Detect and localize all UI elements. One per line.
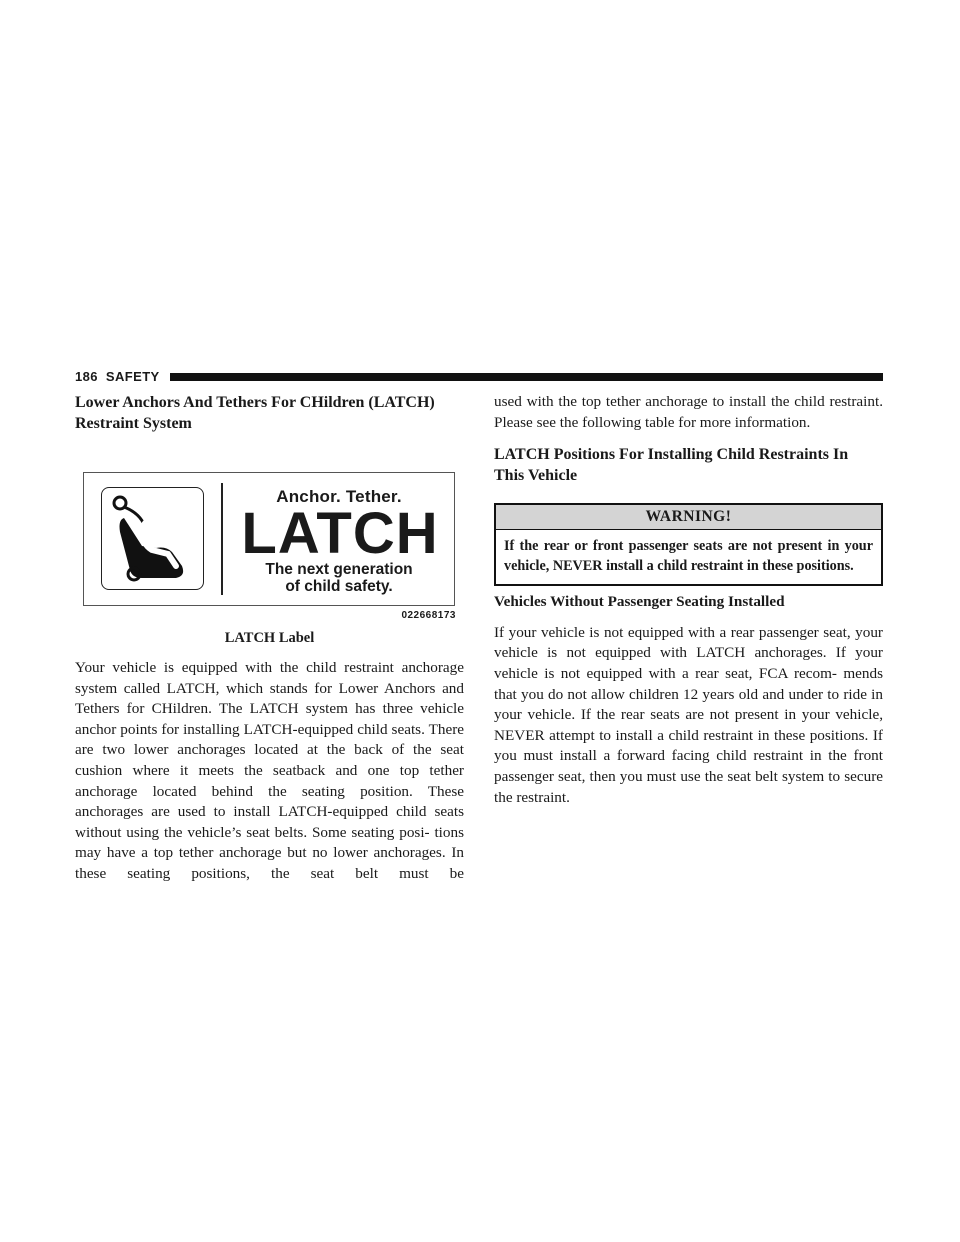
label-anchor-tether: Anchor. Tether. [276, 487, 402, 506]
positions-heading-line-2: This Vehicle [494, 467, 578, 485]
child-seat-icon [101, 487, 204, 590]
heading-line-1: Lower Anchors And Tethers For CHildren (LATCH) [75, 394, 435, 411]
latch-label-image [83, 472, 455, 606]
tagline-line-2: of child safety. [285, 578, 393, 595]
label-divider [221, 483, 223, 595]
latch-positions-heading [494, 444, 883, 486]
label-latch-wordmark: LATCH [241, 501, 439, 566]
positions-heading-line-1: LATCH Positions For Installing Child Restraints In [494, 446, 849, 464]
page-number: 186 [75, 369, 98, 384]
page-header [75, 370, 883, 384]
latch-description-paragraph: Your vehicle is equipped with the child restraint anchorage system called LATCH, which stands for Lower Anchors and Tethers for CHildren. The LATCH system has three vehicle anchor points for installing LATCH-equipped child seats. There are two lower anchorages located at the back of the seat cushion where it meets the seatback and one top tether anchorage located behind the seating position. These anchorages are used to install LATCH-equipped child seats without using the vehicle’s seat belts. Some seating posi- tions may have a top tether anchorage but no lower anchorages. In these seating positions, the seat belt must be [75, 659, 464, 882]
latch-label-figure [75, 472, 464, 658]
warning-text: If the rear or front passenger seats are not present in your vehicle, NEVER install a child restraint in these positions. [504, 538, 873, 575]
continued-paragraph: used with the top tether anchorage to install the child restraint. Please see the following table for more information. [494, 393, 883, 431]
label-tagline [234, 561, 444, 595]
no-passenger-seating-heading: Vehicles Without Passenger Seating Installed [494, 592, 785, 610]
section-title: SAFETY [105, 369, 160, 384]
latch-section-heading [75, 392, 464, 434]
left-column [75, 392, 464, 885]
warning-title: WARNING! [496, 505, 881, 530]
no-passenger-seating-paragraph: If your vehicle is not equipped with a rear passenger seat, your vehicle is not equipped with LATCH anchorages. If your vehicle is not equipped with a rear seat, FCA recom- mends that you do not allow children 12 years old and under to ride in your vehicle. If the rear seats are not present in your vehicle, NEVER attempt to install a child restraint in these positions. If you must install a forward facing child restraint in the front passenger seat, then you must use the seat belt system to secure the restraint. [494, 623, 883, 806]
header-label [75, 369, 160, 385]
heading-line-2: Restraint System [75, 415, 192, 432]
warning-box [494, 503, 883, 586]
header-rule [170, 373, 883, 381]
figure-code: 022668173 [401, 610, 456, 621]
figure-caption: LATCH Label [224, 630, 315, 646]
tagline-line-1: The next generation [265, 561, 413, 578]
right-column [494, 392, 883, 808]
